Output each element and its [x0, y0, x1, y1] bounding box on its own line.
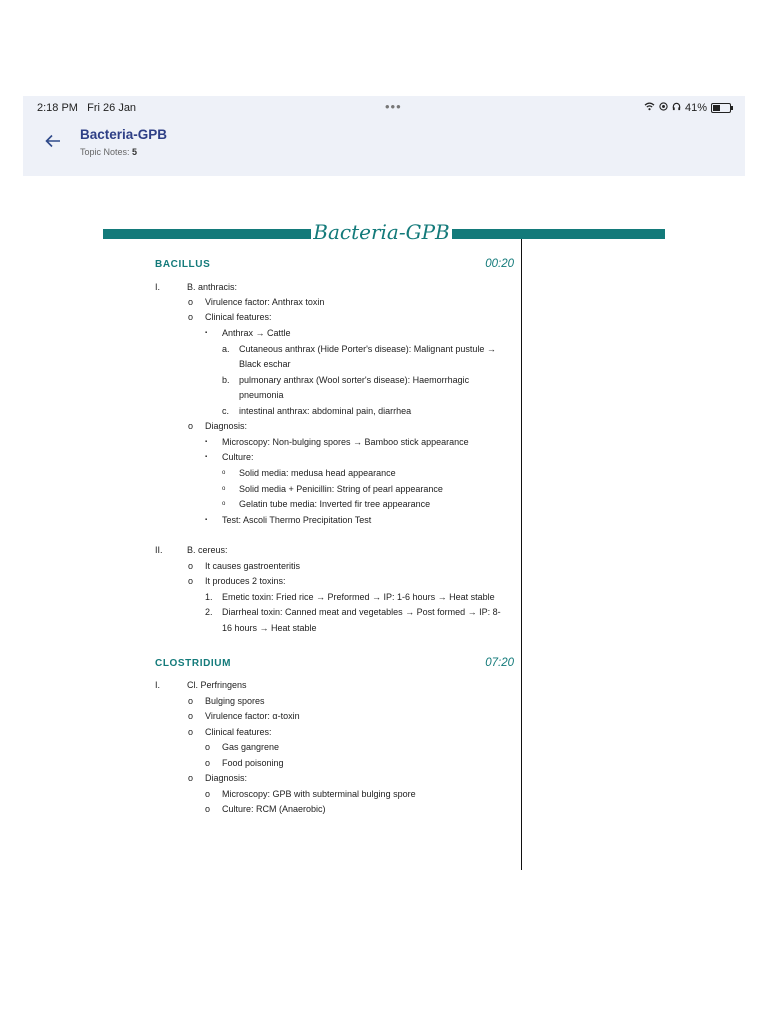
list-marker: o — [188, 576, 194, 586]
list-marker: o — [222, 470, 226, 476]
note-line: Gas gangrene — [222, 742, 280, 752]
margin-divider — [521, 239, 522, 870]
list-marker: o — [188, 711, 194, 721]
list-marker: o — [222, 486, 226, 492]
document-heading: Bacteria-GPB — [313, 220, 450, 244]
note-line: Clinical features: — [205, 727, 272, 737]
note-line: B. cereus: — [187, 545, 228, 555]
section-title-clostridium: CLOSTRIDIUM — [155, 658, 232, 669]
heading-rule-left — [103, 229, 311, 239]
list-marker: o — [188, 727, 194, 737]
list-marker: 1. — [205, 592, 213, 602]
list-marker: ▪ — [205, 517, 208, 523]
note-line: Solid media: medusa head appearance — [239, 468, 396, 478]
list-marker: o — [188, 312, 194, 322]
list-marker: ▪ — [205, 454, 208, 460]
note-line: pulmonary anthrax (Wool sorter's disease): Haemorrhagic — [239, 375, 470, 385]
list-marker: II. — [155, 545, 163, 555]
note-line: Black eschar — [239, 359, 291, 369]
status-time: 2:18 PM Fri 26 Jan — [37, 102, 137, 114]
app-header — [23, 96, 745, 176]
list-marker: o — [188, 773, 194, 783]
note-line: Diarrheal toxin: Canned meat and vegetables → Post formed → IP: 8- — [222, 607, 501, 617]
note-line: It causes gastroenteritis — [205, 561, 301, 571]
back-arrow-icon[interactable] — [45, 132, 61, 153]
list-marker: o — [188, 696, 194, 706]
note-line: Test: Ascoli Thermo Precipitation Test — [222, 515, 372, 525]
section-timestamp-clostridium[interactable]: 07:20 — [485, 657, 514, 669]
list-marker: ▪ — [205, 439, 208, 445]
list-marker: c. — [222, 406, 230, 416]
page-title: Bacteria-GPB — [80, 127, 168, 142]
note-line: Food poisoning — [222, 758, 284, 768]
note-line: It produces 2 toxins: — [205, 576, 286, 586]
heading-rule-right — [452, 229, 665, 239]
list-marker: o — [205, 804, 211, 814]
list-marker: I. — [155, 282, 161, 292]
battery-level — [713, 105, 720, 111]
note-line: Microscopy: Non-bulging spores → Bamboo stick appearance — [222, 437, 469, 447]
note-line: Virulence factor: Anthrax toxin — [205, 297, 325, 307]
list-marker: b. — [222, 375, 230, 385]
list-marker: I. — [155, 680, 161, 690]
note-line: Gelatin tube media: Inverted fir tree appearance — [239, 499, 431, 509]
note-line: Clinical features: — [205, 312, 272, 322]
note-line: B. anthracis: — [187, 282, 238, 292]
note-line: Cl. Perfringens — [187, 680, 247, 690]
note-line: Microscopy: GPB with subterminal bulging spore — [222, 789, 416, 799]
note-line: Virulence factor: α-toxin — [205, 711, 300, 721]
section-timestamp-bacillus[interactable]: 00:20 — [485, 258, 514, 270]
note-line: Culture: RCM (Anaerobic) — [222, 804, 326, 814]
battery-percent: 41% — [684, 102, 707, 114]
notes-document — [0, 176, 768, 1024]
note-line: Diagnosis: — [205, 421, 248, 431]
list-marker: o — [188, 297, 194, 307]
location-icon — [659, 102, 668, 114]
note-line: Emetic toxin: Fried rice → Preformed → IP: 1-6 hours → Heat stable — [222, 592, 495, 602]
list-marker: o — [222, 501, 226, 507]
topic-notes-count: Topic Notes: 5 — [80, 147, 138, 157]
note-line: Cutaneous anthrax (Hide Porter's disease): Malignant pustule → — [239, 344, 496, 354]
status-bar — [37, 99, 731, 118]
list-marker: o — [205, 789, 211, 799]
multitasking-dots-icon[interactable]: ••• — [385, 99, 402, 114]
list-marker: ▪ — [205, 330, 208, 336]
wifi-icon — [644, 102, 655, 114]
section-title-bacillus: BACILLUS — [155, 259, 211, 270]
list-marker: o — [205, 742, 211, 752]
note-line: Diagnosis: — [205, 773, 248, 783]
note-line: intestinal anthrax: abdominal pain, diarrhea — [239, 406, 412, 416]
note-line: Solid media + Penicillin: String of pearl appearance — [239, 484, 443, 494]
status-indicators — [644, 102, 731, 114]
note-line: Anthrax → Cattle — [222, 328, 291, 338]
headphones-icon — [672, 102, 681, 114]
list-marker: o — [188, 561, 194, 571]
note-line: 16 hours → Heat stable — [222, 623, 317, 633]
list-marker: 2. — [205, 607, 213, 617]
list-marker: o — [205, 758, 211, 768]
note-line: pneumonia — [239, 390, 284, 400]
note-line: Bulging spores — [205, 696, 265, 706]
battery-icon — [711, 103, 731, 113]
list-marker: o — [188, 421, 194, 431]
note-line: Culture: — [222, 452, 254, 462]
list-marker: a. — [222, 344, 230, 354]
